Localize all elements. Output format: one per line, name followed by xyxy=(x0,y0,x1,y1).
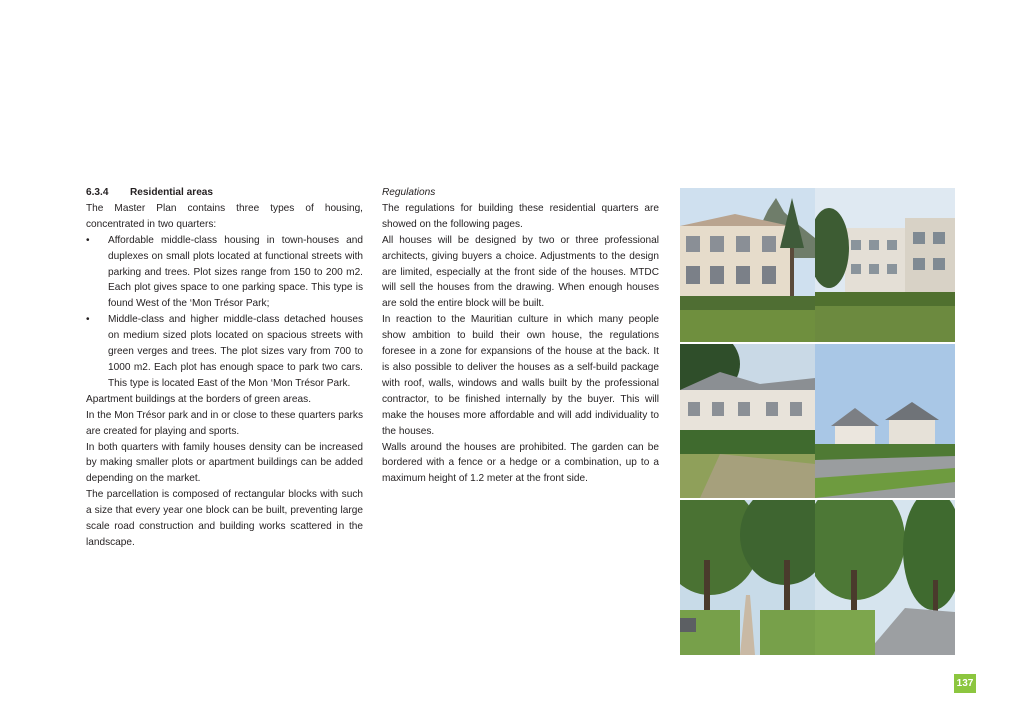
intro-paragraph: The Master Plan contains three types of housing, concentrated in two quarters: xyxy=(86,202,363,230)
body-paragraph: The regulations for building these residential quarters are showed on the following pages. xyxy=(382,202,659,230)
regulations-subheading: Regulations xyxy=(382,187,436,198)
left-text-column xyxy=(86,185,363,551)
body-paragraph: All houses will be designed by two or three professional architects, giving buyers a choice. Adjustments to the design are limited, especially at the front side of the houses. MTDC will sell the houses from the drawing. When enough houses are sold the entire block will be built. xyxy=(382,234,659,310)
section-heading xyxy=(86,185,363,201)
section-title: Residential areas xyxy=(130,187,214,198)
bullet-text: Middle-class and higher middle-class detached houses on medium sized plots located on spacious streets with green verges and trees. The plot sizes vary from 700 to 1000 m2. Each plot has enough space to park two cars. This type is located East of the Mon ‘Mon Trésor Park. xyxy=(108,314,363,389)
apartment-buildings-photo xyxy=(815,188,955,342)
page-number: 137 xyxy=(954,674,976,693)
body-paragraph: In reaction to the Mauritian culture in which many people show ambition to build their own house, the regulations foresee in a zone for expansions of the house at the back. It is also possible to deliver the houses as a self-build package with roof, walls, windows and walls built by the professional contractor, to be finished internally by the buyer. This will make the houses more affordable and will add individuality to the houses. xyxy=(382,314,659,437)
row-houses-hedge-photo xyxy=(680,344,815,498)
section-number: 6.3.4 xyxy=(86,187,109,198)
body-paragraph: Apartment buildings at the borders of green areas. xyxy=(86,393,311,405)
townhouses-mountain-photo xyxy=(680,188,815,342)
bullet-dot-icon: • xyxy=(86,234,90,246)
bullet-item xyxy=(86,312,363,392)
right-text-column xyxy=(382,185,659,487)
suburban-street-photo xyxy=(815,344,955,498)
body-paragraph: The parcellation is composed of rectangular blocks with such a size that every year one block can be built, preventing large scale road construction and building works scattered in the landscape. xyxy=(86,489,363,548)
body-paragraph: In the Mon Trésor park and in or close to these quarters parks are created for playing and sports. xyxy=(86,409,363,437)
body-paragraph: Walls around the houses are prohibited. The garden can be bordered with a fence or a hedge or a combination, up to a maximum height of 1.2 meter at the front side. xyxy=(382,441,659,485)
tree-lined-sidewalk-photo xyxy=(680,500,815,655)
bullet-item xyxy=(86,233,363,313)
tree-lined-road-photo xyxy=(815,500,955,655)
bullet-text: Affordable middle-class housing in town-houses and duplexes on small plots located at functional streets with parking and trees. Plot sizes range from 150 to 200 m2. Each plot gives space to one parking space. This type is found West of the ‘Mon Trésor Park; xyxy=(108,234,363,310)
bullet-dot-icon: • xyxy=(86,314,90,326)
body-paragraph: In both quarters with family houses density can be increased by making smaller plots or apartment buildings can be added depending on the market. xyxy=(86,441,363,485)
